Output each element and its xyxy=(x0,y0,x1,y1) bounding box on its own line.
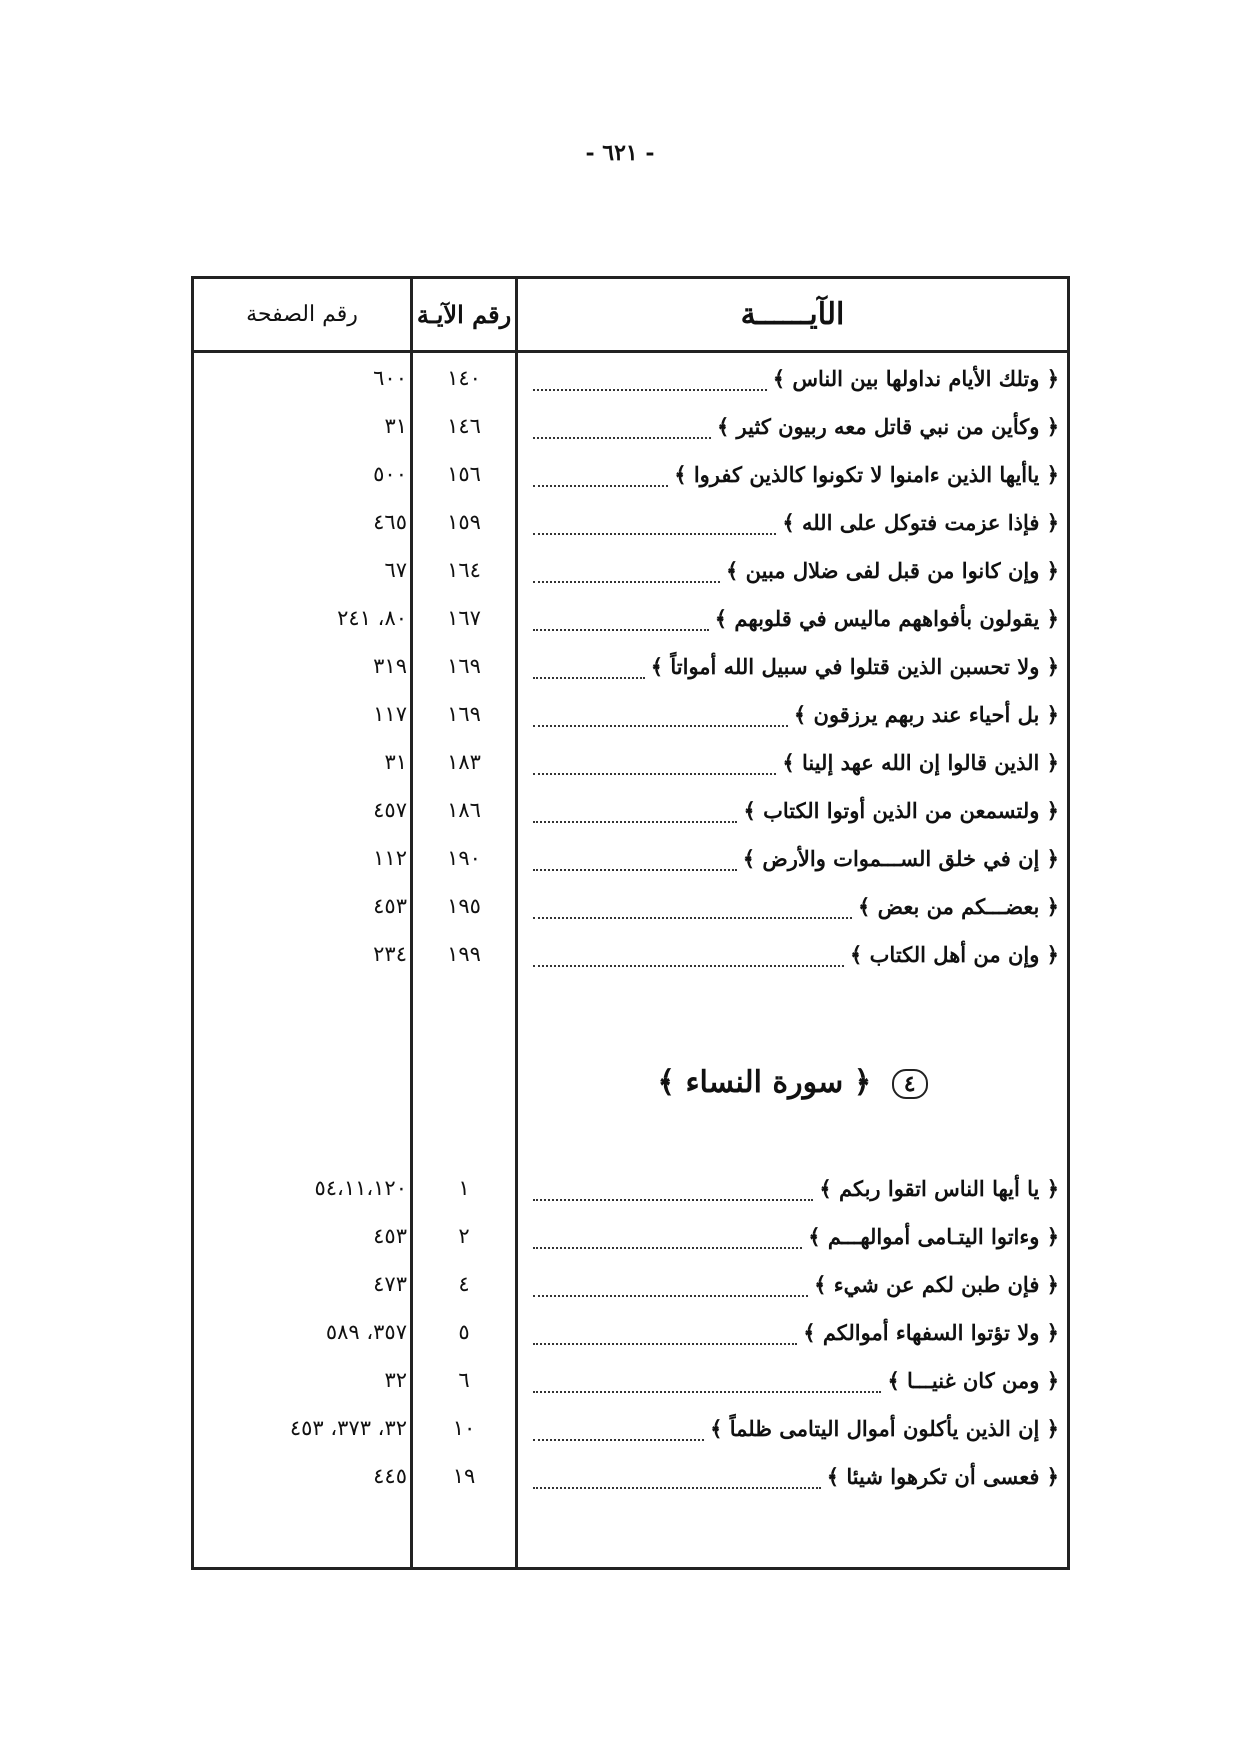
verse-number-cell: ٦ xyxy=(458,1368,470,1392)
table-row xyxy=(194,497,1067,545)
verse-number-cell: ١٦٧ xyxy=(447,606,481,630)
verse-cell: ﴿ ولتسمعن من الذين أوتوا الكتاب ﴾ xyxy=(527,793,1059,827)
verse-number-cell: ١٥٦ xyxy=(447,462,481,486)
verse-cell: ﴿ فإن طبن لكم عن شيء ﴾ xyxy=(527,1267,1059,1301)
table-row xyxy=(194,1355,1067,1403)
page-number-cell: ٤٥٣ xyxy=(373,894,407,918)
verse-cell: ﴿ يا أيها الناس اتقوا ربكم ﴾ xyxy=(527,1171,1059,1205)
verse-number-cell: ١٥٩ xyxy=(447,510,481,534)
verse-cell: ﴿ إن الذين يأكلون أموال اليتامى ظلماً ﴾ xyxy=(527,1411,1059,1445)
header-page-number: رقم الصفحة xyxy=(246,302,358,327)
table-row xyxy=(194,1307,1067,1355)
page-number-cell: ٤٧٣ xyxy=(373,1272,407,1296)
table-row xyxy=(194,689,1067,737)
verse-cell: ﴿ إن في خلق الســـموات والأرض ﴾ xyxy=(527,841,1059,875)
verse-number-cell: ١٩٥ xyxy=(447,894,481,918)
page-number-cell: ٥٤،١١،١٢٠ xyxy=(314,1176,407,1200)
table-row xyxy=(194,641,1067,689)
verse-cell: ﴿ ولا تؤتوا السفهاء أموالكم ﴾ xyxy=(527,1315,1059,1349)
table-row xyxy=(194,1259,1067,1307)
table-header xyxy=(194,279,1067,353)
page-number-cell: ٤٥٣ xyxy=(373,1224,407,1248)
page-number-cell: ٣١ xyxy=(384,750,407,774)
table-row xyxy=(194,593,1067,641)
table-row xyxy=(194,449,1067,497)
verse-number-cell: ٢ xyxy=(458,1224,470,1248)
table-row xyxy=(194,1163,1067,1211)
verse-number-cell: ١٦٩ xyxy=(447,654,481,678)
verse-cell: ﴿ فعسى أن تكرهوا شيئا ﴾ xyxy=(527,1459,1059,1493)
page-number-cell: ٣١٩ xyxy=(373,654,407,678)
table-row xyxy=(194,929,1067,977)
table-row xyxy=(194,1403,1067,1451)
page-number-cell: ٣٢، ٣٧٣، ٤٥٣ xyxy=(289,1416,407,1440)
page-number-cell: ٢٣٤ xyxy=(373,942,407,966)
verse-cell: ﴿ وتلك الأيام نداولها بين الناس ﴾ xyxy=(527,361,1059,395)
header-verse: الآيــــــة xyxy=(740,297,845,332)
page-number-cell: ٤٤٥ xyxy=(373,1464,407,1488)
page-number-cell: ٦٧ xyxy=(384,558,407,582)
page-number-cell: ٣٢ xyxy=(384,1368,407,1392)
page-number-cell: ٣١ xyxy=(384,414,407,438)
table-row xyxy=(194,881,1067,929)
table-row xyxy=(194,1451,1067,1499)
table-row xyxy=(194,1211,1067,1259)
verse-cell: ﴿ وإن من أهل الكتاب ﴾ xyxy=(527,937,1059,971)
header-verse-number: رقم الآيـة xyxy=(416,300,512,329)
verse-cell: ﴿ وإن كانوا من قبل لفى ضلال مبين ﴾ xyxy=(527,553,1059,587)
surah-heading xyxy=(194,1053,1067,1113)
page-number-cell: ٤٦٥ xyxy=(373,510,407,534)
verse-number-cell: ١ xyxy=(458,1176,470,1200)
verse-cell: ﴿ ياأيها الذين ءامنوا لا تكونوا كالذين كفروا ﴾ xyxy=(527,457,1059,491)
verse-number-cell: ١٠ xyxy=(452,1416,476,1440)
verse-number-cell: ١٤٦ xyxy=(447,414,481,438)
surah-title: ﴿ سورة النساء ﴾ xyxy=(657,1065,872,1100)
verse-number-cell: ١٩٩ xyxy=(447,942,481,966)
table-row xyxy=(194,401,1067,449)
verse-index-table xyxy=(191,276,1070,1570)
surah-heading-text xyxy=(518,1053,1067,1113)
page-number-cell: ٣٥٧، ٥٨٩ xyxy=(325,1320,407,1344)
page-number: - ٦٢١ - xyxy=(585,140,655,166)
verse-cell: ﴿ بل أحياء عند ربهم يرزقون ﴾ xyxy=(527,697,1059,731)
table-row xyxy=(194,737,1067,785)
table-row xyxy=(194,545,1067,593)
verse-number-cell: ١٩٠ xyxy=(447,846,481,870)
verse-number-cell: ٥ xyxy=(458,1320,470,1344)
verse-number-cell: ١٨٣ xyxy=(447,750,481,774)
page-number-cell: ٦٠٠ xyxy=(373,366,407,390)
table-row xyxy=(194,833,1067,881)
verse-number-cell: ٤ xyxy=(458,1272,470,1296)
verse-number-cell: ١٦٤ xyxy=(447,558,481,582)
verse-cell: ﴿ بعضـــكم من بعض ﴾ xyxy=(527,889,1059,923)
page-number-cell: ١١٧ xyxy=(373,702,407,726)
verse-cell: ﴿ وكأين من نبي قاتل معه ربيون كثير ﴾ xyxy=(527,409,1059,443)
page-number-cell: ١١٢ xyxy=(373,846,407,870)
verse-number-cell: ١٨٦ xyxy=(447,798,481,822)
verse-number-cell: ١٤٠ xyxy=(447,366,481,390)
verse-cell: ﴿ وءاتوا اليتـامى أموالهـــم ﴾ xyxy=(527,1219,1059,1253)
page-number-cell: ٤٥٧ xyxy=(373,798,407,822)
page-number-cell: ٥٠٠ xyxy=(373,462,407,486)
verse-cell: ﴿ ومن كان غنيـــا ﴾ xyxy=(527,1363,1059,1397)
surah-number-badge: ٤ xyxy=(892,1069,928,1099)
verse-cell: ﴿ يقولون بأفواههم ماليس في قلوبهم ﴾ xyxy=(527,601,1059,635)
verse-number-cell: ١٩ xyxy=(452,1464,476,1488)
verse-cell: ﴿ الذين قالوا إن الله عهد إلينا ﴾ xyxy=(527,745,1059,779)
verse-cell: ﴿ ولا تحسبن الذين قتلوا في سبيل الله أمواتاً ﴾ xyxy=(527,649,1059,683)
table-row xyxy=(194,353,1067,401)
verse-number-cell: ١٦٩ xyxy=(447,702,481,726)
verse-cell: ﴿ فإذا عزمت فتوكل على الله ﴾ xyxy=(527,505,1059,539)
page-number-cell: ٨٠، ٢٤١ xyxy=(337,606,407,630)
table-row xyxy=(194,785,1067,833)
